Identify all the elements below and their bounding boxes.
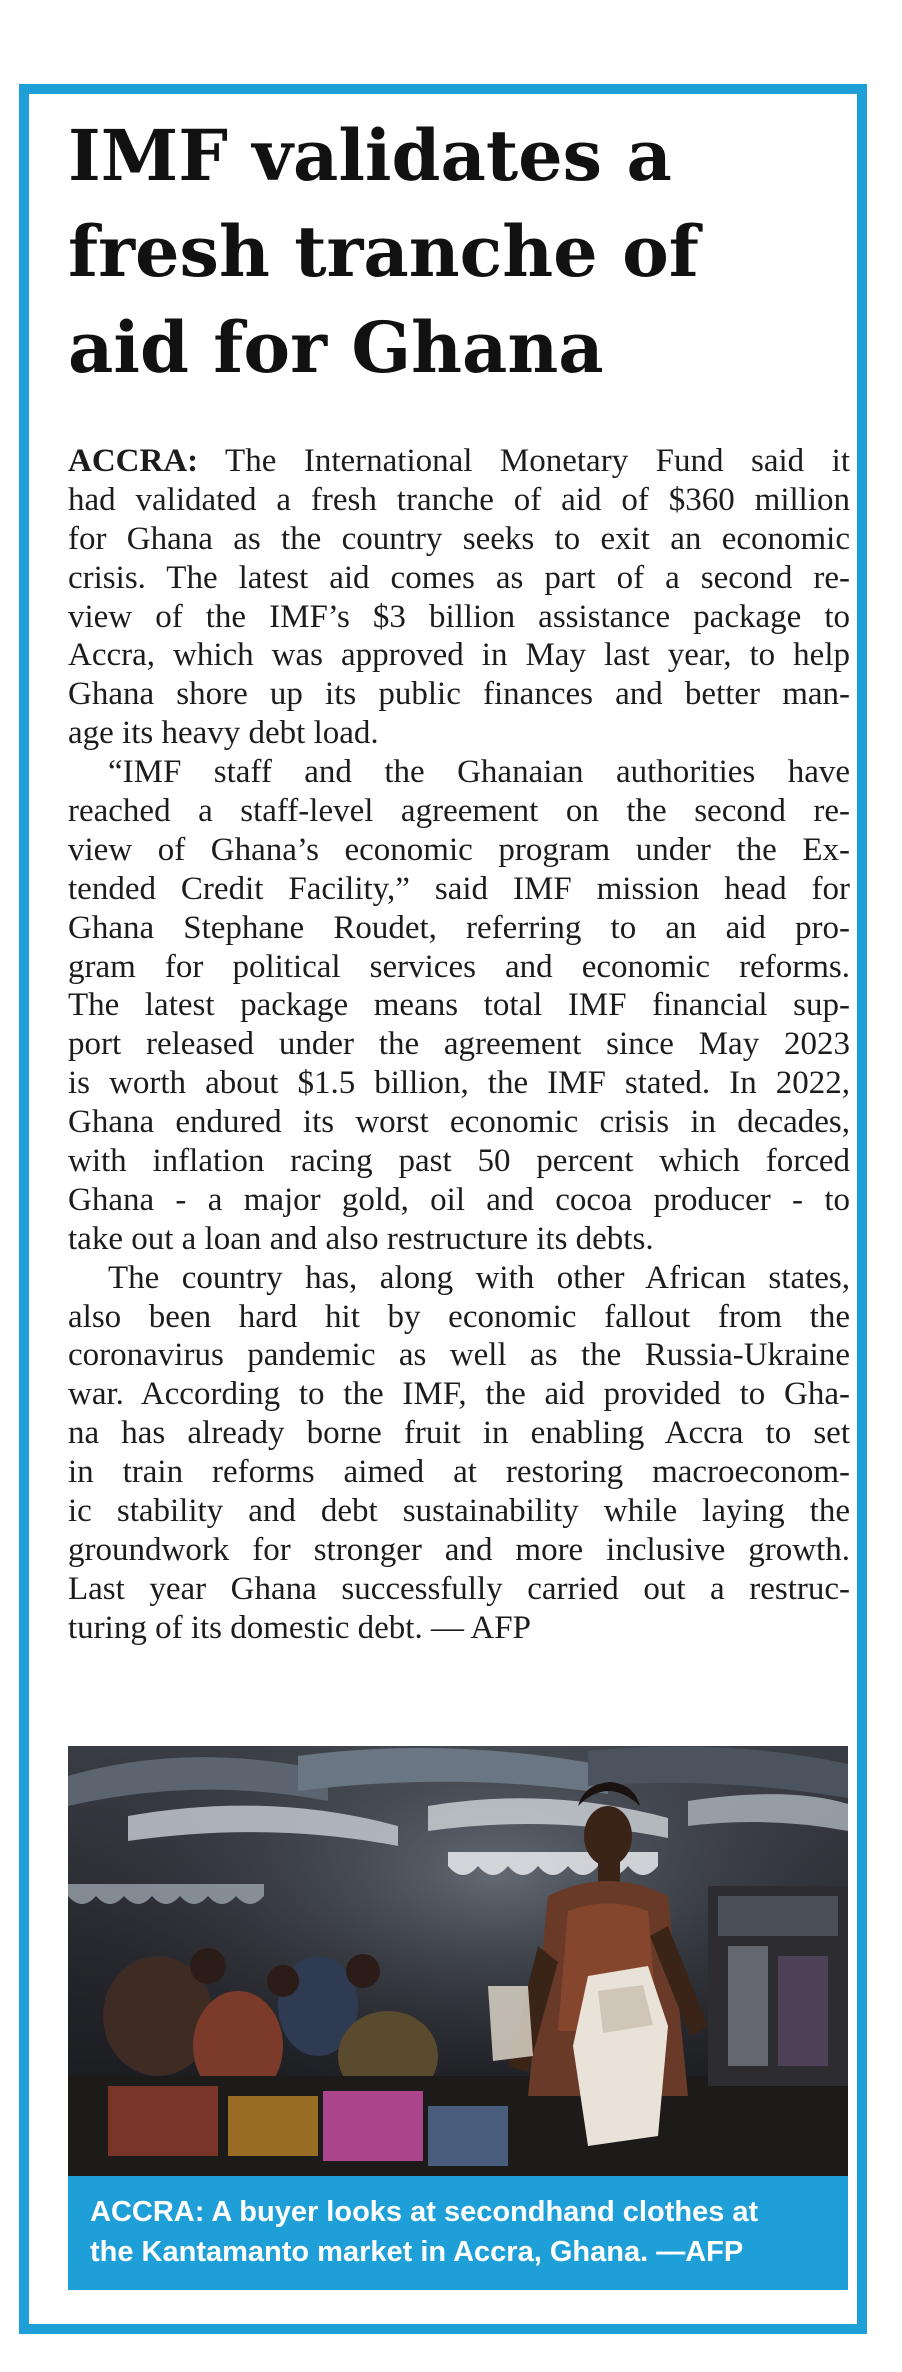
- market-photo: [68, 1746, 848, 2176]
- body-line: view of the IMF’s $3 billion assistance package to: [68, 598, 850, 635]
- headline: [68, 108, 848, 396]
- body-line: Ghana shore up its public finances and better man-: [68, 676, 850, 713]
- dateline: ACCRA:: [68, 443, 199, 479]
- caption-line: ACCRA: A buyer looks at secondhand clothes at: [90, 2196, 759, 2228]
- headline-line: aid for Ghana: [68, 306, 604, 389]
- body-line: is worth about $1.5 billion, the IMF stated. In 2022,: [68, 1065, 850, 1102]
- body-line: [68, 442, 850, 481]
- body-line: The latest package means total IMF financial sup-: [68, 987, 850, 1024]
- body-line: ic stability and debt sustainability while laying the: [68, 1493, 850, 1530]
- caption-line: the Kantamanto market in Accra, Ghana. —AFP: [90, 2236, 744, 2268]
- body-line: turing of its domestic debt. — AFP: [68, 1609, 531, 1646]
- body-line: reached a staff-level agreement on the second re-: [68, 793, 850, 830]
- body-line: port released under the agreement since May 2023: [68, 1026, 850, 1063]
- article-body: [68, 442, 850, 1648]
- body-line: for Ghana as the country seeks to exit an economic: [68, 520, 850, 557]
- body-line: “IMF staff and the Ghanaian authorities have: [108, 754, 850, 791]
- body-line: Ghana - a major gold, oil and cocoa producer - to: [68, 1181, 850, 1218]
- body-line: war. According to the IMF, the aid provided to Gha-: [68, 1376, 850, 1413]
- body-line: tended Credit Facility,” said IMF mission head for: [68, 870, 850, 907]
- body-line: gram for political services and economic reforms.: [68, 948, 850, 985]
- headline-line: fresh tranche of: [68, 210, 699, 293]
- body-line: na has already borne fruit in enabling Accra to set: [68, 1415, 850, 1452]
- body-line-text: The International Monetary Fund said it: [198, 443, 850, 479]
- body-line: had validated a fresh tranche of aid of $360 million: [68, 481, 850, 518]
- headline-line: IMF validates a: [68, 114, 672, 197]
- body-line: groundwork for stronger and more inclusive growth.: [68, 1531, 850, 1568]
- body-line: also been hard hit by economic fallout from the: [68, 1298, 850, 1335]
- body-line: crisis. The latest aid comes as part of a second re-: [68, 559, 850, 596]
- body-line: with inflation racing past 50 percent which forced: [68, 1143, 850, 1180]
- body-line: Last year Ghana successfully carried out a restruc-: [68, 1570, 850, 1607]
- body-line: Ghana Stephane Roudet, referring to an aid pro-: [68, 909, 850, 946]
- body-line: view of Ghana’s economic program under the Ex-: [68, 831, 850, 868]
- body-line: coronavirus pandemic as well as the Russia-Ukraine: [68, 1337, 850, 1374]
- body-line: age its heavy debt load.: [68, 715, 379, 752]
- body-line: take out a loan and also restructure its debts.: [68, 1220, 654, 1257]
- body-line: Accra, which was approved in May last year, to help: [68, 637, 850, 674]
- photo-caption: [68, 2176, 848, 2290]
- body-line: The country has, along with other African states,: [108, 1259, 850, 1296]
- body-line: Ghana endured its worst economic crisis in decades,: [68, 1104, 850, 1141]
- body-line: in train reforms aimed at restoring macroeconom-: [68, 1454, 850, 1491]
